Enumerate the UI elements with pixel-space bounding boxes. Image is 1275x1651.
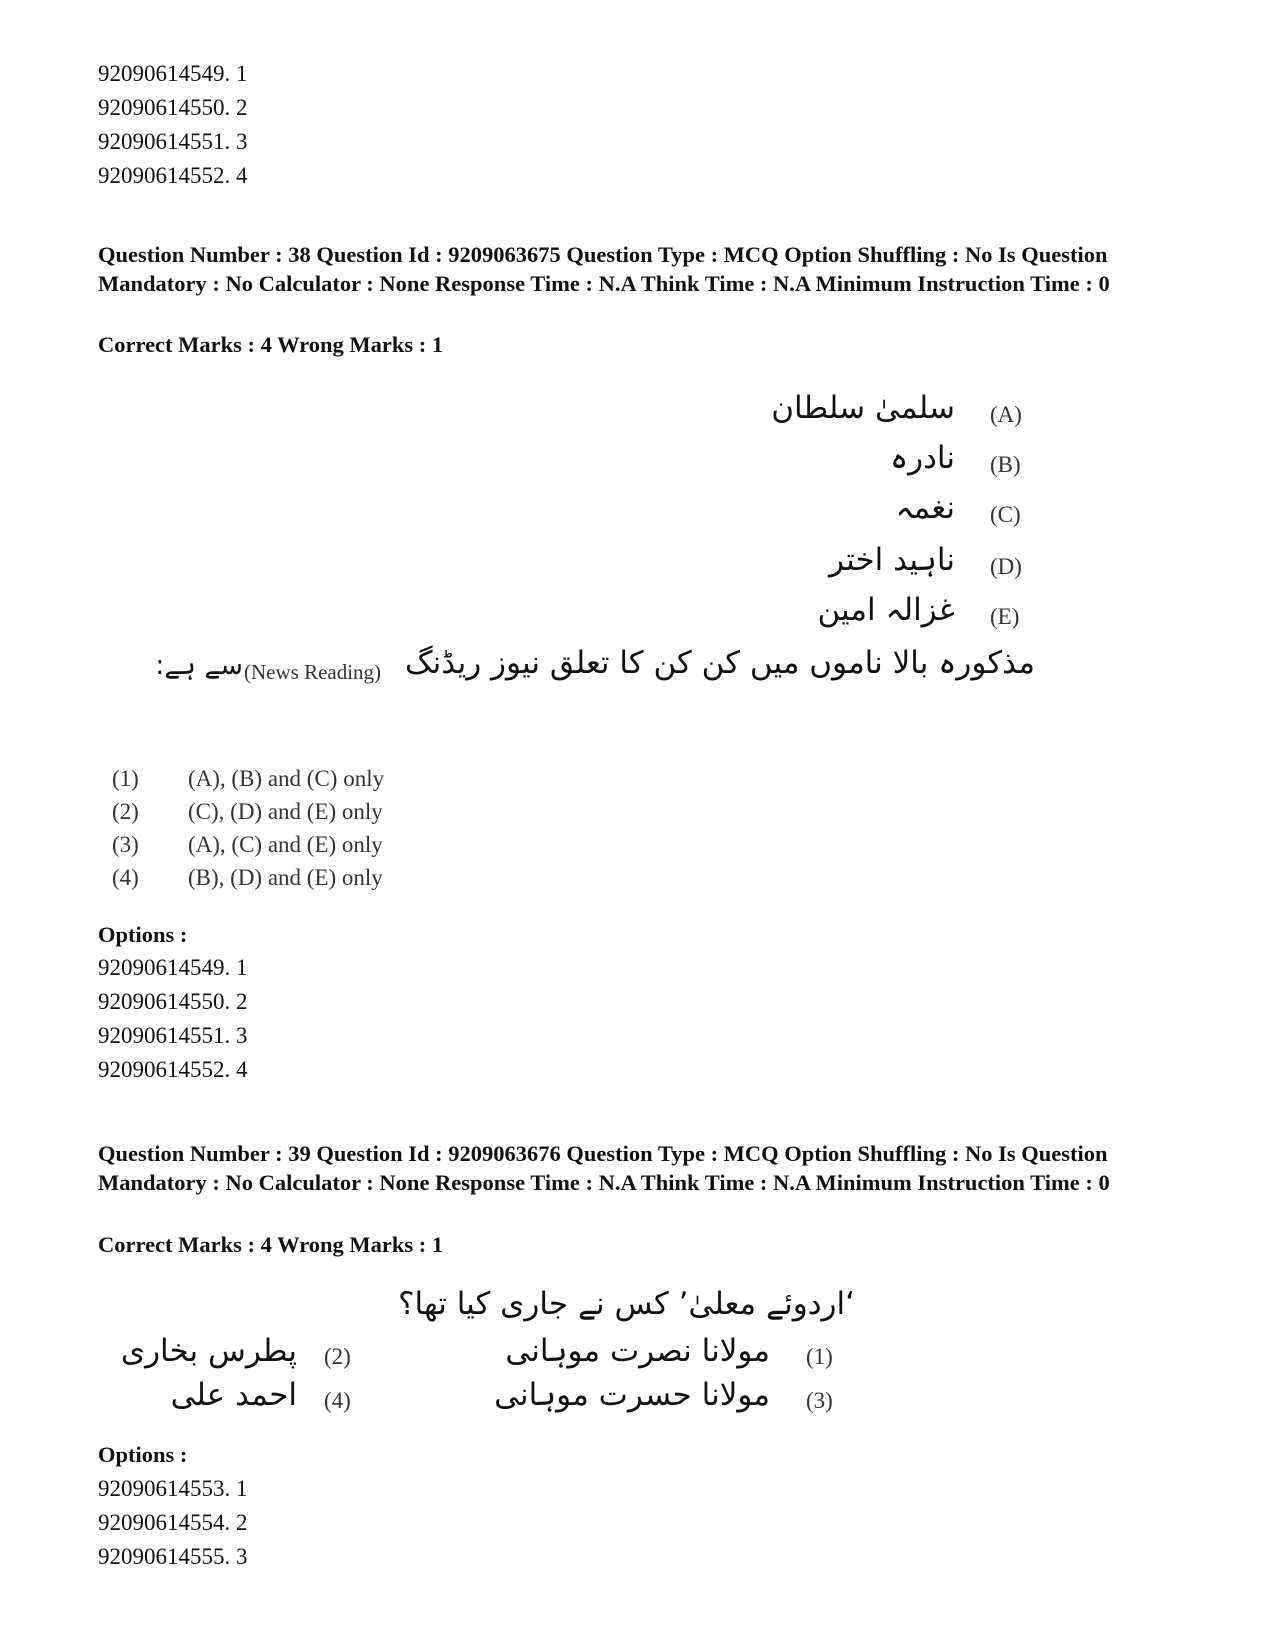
item-a-letter: (A) (990, 402, 1022, 427)
choice-text: (A), (B) and (C) only (188, 766, 385, 791)
item-a-text: سلمیٰ سلطان (771, 390, 955, 426)
choice-number: (3) (112, 832, 139, 857)
choice-text: پطرس بخاری (120, 1333, 297, 1369)
item-c-text: نغمہ (895, 490, 955, 526)
item-b-text: نادرہ (889, 440, 955, 476)
question-38-marks: Correct Marks : 4 Wrong Marks : 1 (98, 332, 444, 357)
option-line: 92090614551. 3 (98, 129, 248, 154)
choice-text: (A), (C) and (E) only (188, 832, 383, 857)
question-38-english: (News Reading) (244, 660, 382, 684)
option-line: 92090614550. 2 (98, 989, 248, 1014)
question-39-marks: Correct Marks : 4 Wrong Marks : 1 (98, 1232, 444, 1257)
option-line: 92090614555. 3 (98, 1544, 248, 1569)
question-38-header: Question Number : 38 Question Id : 9209063675 Question Type : MCQ Option Shuffling : No Is Question Mandatory : No Calculator : None Response Time : N.A Think Time : N.A Minimum Instruction Time : 0 (98, 242, 1110, 296)
options-label: Options : (98, 922, 188, 947)
choice-number: (4) (112, 865, 139, 890)
choice-text: مولانا حسرت موہانی (494, 1377, 770, 1413)
choice-number: (2) (112, 799, 139, 824)
choice-text: مولانا نصرت موہانی (505, 1333, 770, 1369)
choice-number: (4) (324, 1388, 351, 1413)
choice-number: (1) (806, 1344, 833, 1369)
question-38-tail: سے ہے: (155, 650, 243, 681)
option-line: 92090614549. 1 (98, 61, 248, 86)
choice-text: احمد علی (170, 1377, 297, 1413)
choice-number: (1) (112, 766, 139, 791)
choice-text: (C), (D) and (E) only (188, 799, 383, 824)
item-c-letter: (C) (990, 502, 1021, 527)
option-line: 92090614549. 1 (98, 955, 248, 980)
item-e-text: غزالہ امین (817, 592, 955, 628)
option-line: 92090614553. 1 (98, 1476, 248, 1501)
item-d-text: ناہید اختر (829, 542, 955, 578)
option-line: 92090614552. 4 (98, 1057, 248, 1082)
option-line: 92090614554. 2 (98, 1510, 248, 1535)
item-b-letter: (B) (990, 452, 1021, 477)
choice-number: (3) (806, 1388, 833, 1413)
option-line: 92090614550. 2 (98, 95, 248, 120)
option-line: 92090614552. 4 (98, 163, 248, 188)
question-39-header: Question Number : 39 Question Id : 9209063676 Question Type : MCQ Option Shuffling : No Is Question Mandatory : No Calculator : None Response Time : N.A Think Time : N.A Minimum Instruction Time : 0 (98, 1141, 1110, 1195)
item-e-letter: (E) (990, 604, 1020, 629)
choice-number: (2) (324, 1344, 351, 1369)
choice-text: (B), (D) and (E) only (188, 865, 383, 890)
question-39-text: ‘اردوئے معلیٰ’ کس نے جاری کیا تھا؟ (398, 1286, 855, 1322)
option-line: 92090614551. 3 (98, 1023, 248, 1048)
item-d-letter: (D) (990, 554, 1022, 579)
options-label: Options : (98, 1442, 188, 1467)
question-38-text: مذکورہ بالا ناموں میں کن کن کا تعلق نیوز ریڈنگ (404, 645, 1035, 681)
